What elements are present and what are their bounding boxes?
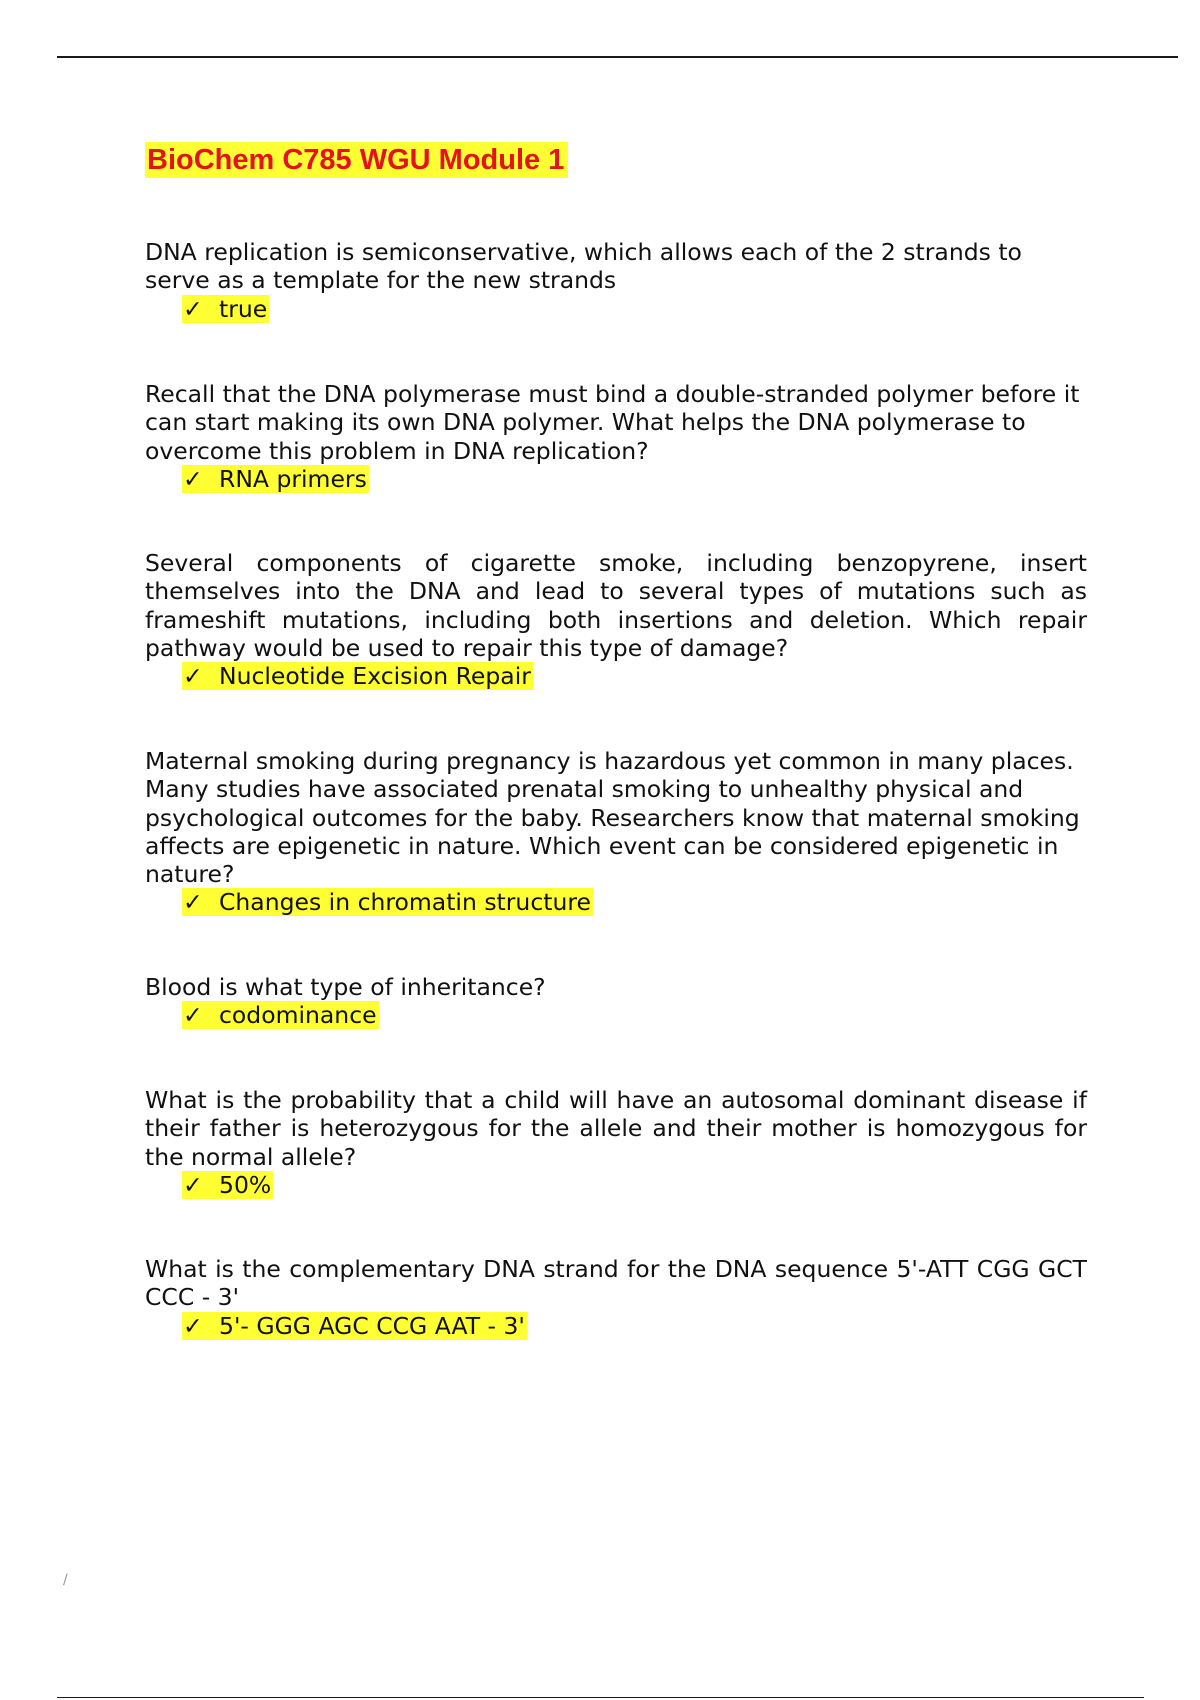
question-block-5 [145, 973, 1087, 1029]
question-block-6 [145, 1086, 1087, 1199]
answer-text-2: RNA primers [219, 464, 367, 493]
answer-6 [182, 1171, 273, 1199]
question-text-6: What is the probability that a child will have an autosomal dominant disease if their father is heterozygous for the allele and their mother is homozygous for the normal allele? [145, 1086, 1087, 1171]
question-text-1: DNA replication is semiconservative, which allows each of the 2 strands to serve as a template for the new strands [145, 238, 1022, 295]
question-text-7: What is the complementary DNA strand for the DNA sequence 5'-ATT CGG GCT CCC - 3' [145, 1255, 1087, 1312]
question-text-2: Recall that the DNA polymerase must bind a double-stranded polymer before it can start making its own DNA polymer. What helps the DNA polymerase to overcome this problem in DNA replication? [145, 380, 1080, 465]
answer-5 [182, 1001, 379, 1029]
check-icon: ✓ [183, 1001, 203, 1030]
footer-rule [57, 1697, 1144, 1698]
question-block-4 [145, 747, 1087, 916]
answer-7 [182, 1312, 527, 1340]
check-icon: ✓ [183, 294, 203, 323]
question-text-3: Several components of cigarette smoke, including benzopyrene, insert themselves into the DNA and lead to several types of mutations such as frameshift mutations, including both insertions and deletion. Which repair pathway would be used to repair this type of damage? [145, 549, 1087, 662]
stray-mark: / [63, 1572, 68, 1588]
question-block-7 [145, 1255, 1087, 1340]
check-icon: ✓ [183, 662, 203, 691]
check-icon: ✓ [183, 464, 203, 493]
answer-3 [182, 662, 533, 690]
answer-1 [182, 295, 269, 323]
question-text-5: Blood is what type of inheritance? [145, 973, 546, 1001]
check-icon: ✓ [183, 1311, 203, 1340]
answer-2 [182, 465, 369, 493]
answer-text-6: 50% [219, 1170, 272, 1199]
question-block-1 [145, 238, 1087, 323]
answer-4 [182, 888, 593, 916]
answer-text-3: Nucleotide Excision Repair [219, 662, 531, 691]
answer-text-5: codominance [219, 1001, 377, 1030]
document-body [145, 142, 1087, 1340]
answer-text-4: Changes in chromatin structure [219, 888, 591, 917]
header-rule [57, 56, 1178, 58]
document-title: BioChem C785 WGU Module 1 [145, 142, 568, 178]
question-text-4: Maternal smoking during pregnancy is hazardous yet common in many places. Many studies have associated prenatal smoking to unhealthy physical and psychological outcomes for the baby. Researchers know that maternal smoking affects are epigenetic in nature. Which event can be considered epigenetic in nature? [145, 747, 1080, 889]
check-icon: ✓ [183, 1170, 203, 1199]
question-block-2 [145, 380, 1087, 493]
check-icon: ✓ [183, 888, 203, 917]
answer-text-1: true [219, 294, 268, 323]
answer-text-7: 5'- GGG AGC CCG AAT - 3' [219, 1311, 525, 1340]
question-block-3 [145, 549, 1087, 690]
